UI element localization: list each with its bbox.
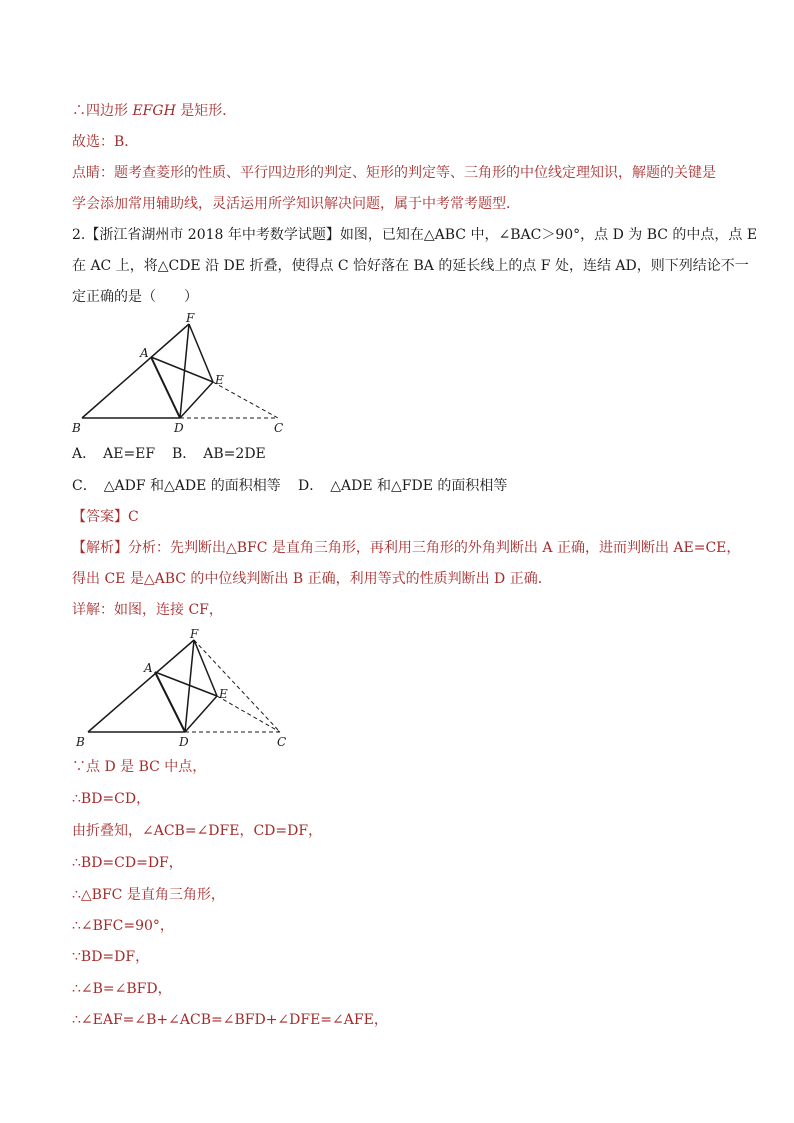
step-line: ∴∠B=∠BFD， bbox=[72, 981, 172, 997]
option-c: C． △ADF 和△ADE 的面积相等 bbox=[72, 478, 281, 494]
label-E: E bbox=[219, 687, 228, 701]
dashed-EC bbox=[213, 382, 278, 418]
question-line-2: 在 AC 上，将△CDE 沿 DE 折叠，使得点 C 恰好落在 BA 的延长线上的点 F 处，连结 AD，则下列结论不一 bbox=[72, 258, 749, 274]
line-FE bbox=[194, 640, 217, 696]
choice-line: 故选：B． bbox=[72, 134, 139, 150]
step-line: ∴∠EAF=∠B+∠ACB=∠BFD+∠DFE=∠AFE， bbox=[72, 1012, 388, 1028]
dashed-EC bbox=[217, 696, 280, 732]
analysis-line-3: 详解：如图，连接 CF， bbox=[72, 602, 223, 618]
analysis-line-2: 得出 CE 是△ABC 的中位线判断出 B 正确，利用等式的性质判断出 D 正确． bbox=[72, 571, 552, 587]
step-line: ∵点 D 是 BC 中点， bbox=[72, 759, 207, 775]
question-line-3: 定正确的是（ ） bbox=[72, 289, 198, 305]
label-C: C bbox=[274, 421, 284, 435]
answer-line: 【答案】C bbox=[72, 509, 139, 525]
label-E: E bbox=[215, 373, 224, 387]
step-line: 由折叠知，∠ACB=∠DFE，CD=DF， bbox=[72, 823, 323, 839]
dashed-FC bbox=[194, 640, 280, 732]
comment-line-2: 学会添加常用辅助线，灵活运用所学知识解决问题，属于中考常考题型． bbox=[72, 196, 520, 212]
triangle-figure-1 bbox=[60, 308, 300, 438]
line-DE bbox=[185, 696, 217, 732]
question-line-1: 2.【浙江省湖州市 2018 年中考数学试题】如图，已知在△ABC 中，∠BAC＞90°，点 D 为 BC 的中点，点 E bbox=[72, 227, 758, 243]
step-line: ∴BD=CD， bbox=[72, 791, 151, 807]
quadrilateral-name: EFGH bbox=[132, 103, 176, 119]
option-d: D． △ADE 和△FDE 的面积相等 bbox=[298, 478, 508, 494]
step-line: ∴∠BFC=90°， bbox=[72, 918, 174, 934]
comment-line-1: 点睛：题考查菱形的性质、平行四边形的判定、矩形的判定等、三角形的中位线定理知识，解题的关键是 bbox=[72, 165, 716, 181]
analysis-text-1: 分析：先判断出△BFC 是直角三角形，再利用三角形的外角判断出 A 正确，进而判断出 AE=CE， bbox=[128, 540, 741, 556]
line-DE bbox=[180, 382, 213, 418]
label-D: D bbox=[179, 735, 189, 749]
label-A: A bbox=[140, 346, 149, 360]
conclusion-suffix: 是矩形． bbox=[175, 103, 237, 119]
step-line: ∴BD=CD=DF， bbox=[72, 855, 183, 871]
option-a: A． AE=EF bbox=[72, 446, 156, 462]
label-B: B bbox=[72, 421, 81, 435]
triangle-figure-2 bbox=[66, 624, 306, 754]
line-AD bbox=[155, 672, 185, 732]
step-line: ∵BD=DF， bbox=[72, 949, 150, 965]
label-B: B bbox=[76, 735, 85, 749]
label-C: C bbox=[277, 735, 287, 749]
conclusion-prefix: ∴四边形 bbox=[72, 103, 133, 119]
step-line: ∴△BFC 是直角三角形， bbox=[72, 887, 225, 903]
label-D: D bbox=[174, 421, 184, 435]
analysis-line-1 bbox=[72, 539, 740, 557]
label-F: F bbox=[186, 311, 195, 325]
option-b: B． AB=2DE bbox=[172, 446, 266, 462]
label-A: A bbox=[144, 661, 153, 675]
label-F: F bbox=[190, 627, 199, 641]
analysis-tag: 【解析】 bbox=[72, 540, 128, 556]
conclusion-line bbox=[72, 102, 236, 120]
